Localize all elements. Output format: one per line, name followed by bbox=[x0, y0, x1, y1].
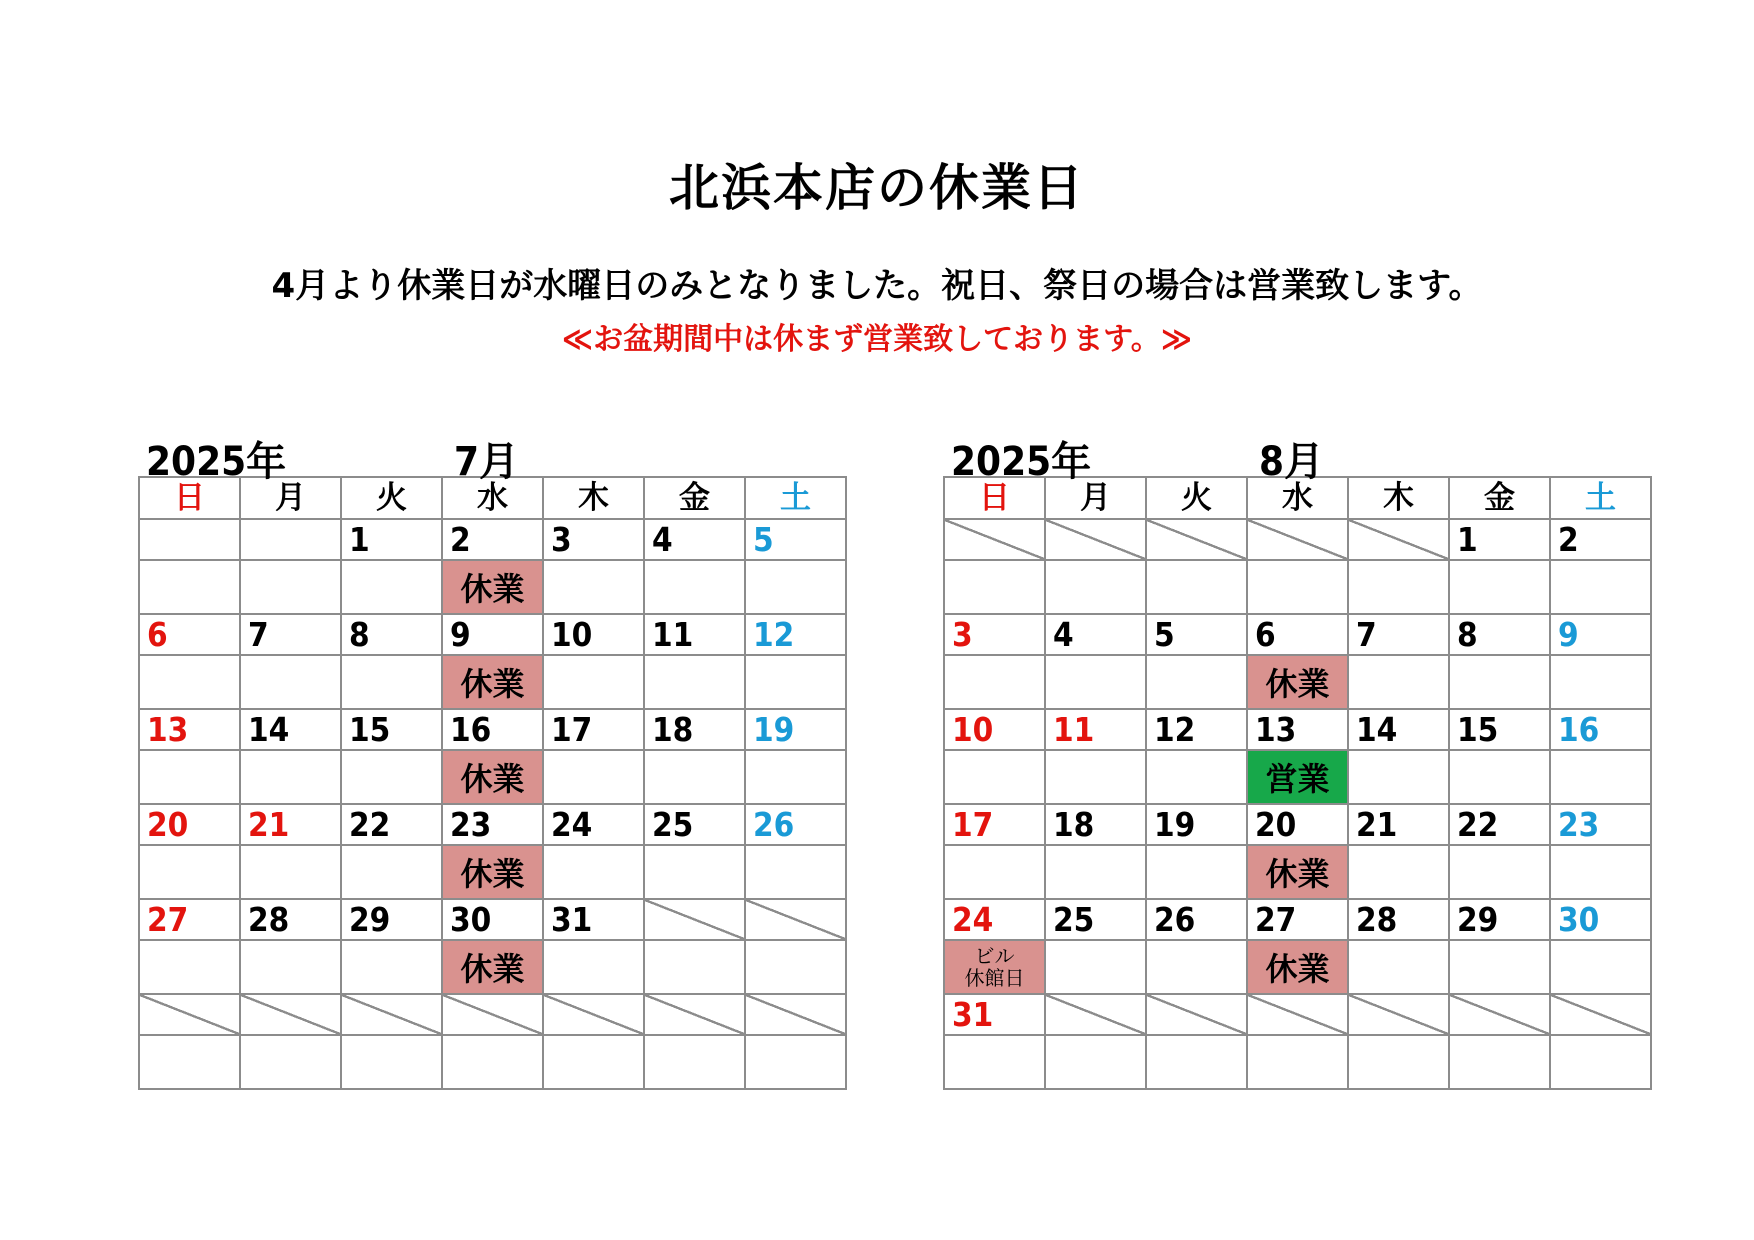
note-cell bbox=[1449, 750, 1550, 804]
date-row bbox=[139, 614, 846, 655]
empty-date-cell bbox=[543, 994, 644, 1035]
date-cell: 9 bbox=[1550, 614, 1651, 655]
date-cell: 30 bbox=[1550, 899, 1651, 940]
date-cell: 20 bbox=[1247, 804, 1348, 845]
date-cell: 31 bbox=[543, 899, 644, 940]
date-row bbox=[139, 519, 846, 560]
weekday-tue: 火 bbox=[341, 477, 442, 519]
note-cell bbox=[1348, 655, 1449, 709]
note-cell bbox=[745, 940, 846, 994]
date-cell: 3 bbox=[944, 614, 1045, 655]
note-cell bbox=[1449, 560, 1550, 614]
date-cell: 3 bbox=[543, 519, 644, 560]
note-cell bbox=[139, 655, 240, 709]
date-cell: 17 bbox=[543, 709, 644, 750]
date-cell: 13 bbox=[1247, 709, 1348, 750]
date-cell: 22 bbox=[341, 804, 442, 845]
note-cell bbox=[944, 1035, 1045, 1089]
note-cell bbox=[442, 940, 543, 994]
open-badge: 営業 bbox=[1248, 751, 1347, 803]
note-cell bbox=[1550, 655, 1651, 709]
empty-date-cell bbox=[1348, 519, 1449, 560]
empty-date-cell bbox=[1045, 994, 1146, 1035]
empty-date-cell bbox=[1247, 519, 1348, 560]
date-cell: 29 bbox=[1449, 899, 1550, 940]
note-cell bbox=[644, 560, 745, 614]
note-row bbox=[944, 655, 1651, 709]
note-cell bbox=[543, 1035, 644, 1089]
note-cell bbox=[240, 1035, 341, 1089]
date-row bbox=[139, 804, 846, 845]
note-cell bbox=[341, 940, 442, 994]
note-cell bbox=[1247, 1035, 1348, 1089]
date-cell: 12 bbox=[1146, 709, 1247, 750]
date-row bbox=[944, 994, 1651, 1035]
empty-date-cell bbox=[1146, 519, 1247, 560]
date-row bbox=[944, 899, 1651, 940]
calendar-grid bbox=[943, 476, 1652, 1090]
date-cell: 10 bbox=[944, 709, 1045, 750]
empty-date-cell bbox=[745, 994, 846, 1035]
note-cell bbox=[745, 655, 846, 709]
note-cell bbox=[944, 750, 1045, 804]
empty-date-cell bbox=[644, 899, 745, 940]
date-cell: 8 bbox=[1449, 614, 1550, 655]
note-row bbox=[944, 750, 1651, 804]
date-cell: 22 bbox=[1449, 804, 1550, 845]
date-cell: 2 bbox=[442, 519, 543, 560]
note-cell bbox=[944, 940, 1045, 994]
date-row bbox=[944, 519, 1651, 560]
date-row bbox=[139, 994, 846, 1035]
date-cell: 25 bbox=[644, 804, 745, 845]
note-cell bbox=[139, 940, 240, 994]
date-cell: 26 bbox=[1146, 899, 1247, 940]
date-cell: 27 bbox=[1247, 899, 1348, 940]
note-cell bbox=[139, 750, 240, 804]
date-cell: 16 bbox=[442, 709, 543, 750]
date-cell: 31 bbox=[944, 994, 1045, 1035]
note-row bbox=[944, 845, 1651, 899]
closed-badge: 休業 bbox=[1248, 846, 1347, 898]
weekday-thu: 木 bbox=[1348, 477, 1449, 519]
date-cell: 20 bbox=[139, 804, 240, 845]
note-cell bbox=[1045, 1035, 1146, 1089]
building-closed-line2: 休館日 bbox=[964, 966, 1025, 990]
closed-badge: 休業 bbox=[1248, 656, 1347, 708]
weekday-mon: 月 bbox=[1045, 477, 1146, 519]
weekday-tue: 火 bbox=[1146, 477, 1247, 519]
note-cell bbox=[139, 1035, 240, 1089]
closed-badge: 休業 bbox=[443, 561, 542, 613]
calendar-grid bbox=[138, 476, 847, 1090]
weekday-wed: 水 bbox=[442, 477, 543, 519]
date-cell: 15 bbox=[1449, 709, 1550, 750]
note-cell bbox=[442, 845, 543, 899]
note-cell bbox=[1146, 560, 1247, 614]
note-cell bbox=[1449, 1035, 1550, 1089]
date-row bbox=[944, 709, 1651, 750]
calendar-year: 2025年 bbox=[146, 439, 287, 485]
date-cell: 21 bbox=[1348, 804, 1449, 845]
date-cell: 4 bbox=[644, 519, 745, 560]
empty-date-cell bbox=[1550, 994, 1651, 1035]
note-row bbox=[139, 845, 846, 899]
date-cell: 6 bbox=[1247, 614, 1348, 655]
empty-date-cell bbox=[1348, 994, 1449, 1035]
note-cell bbox=[341, 1035, 442, 1089]
note-cell bbox=[543, 560, 644, 614]
note-cell bbox=[341, 750, 442, 804]
note-cell bbox=[1045, 940, 1146, 994]
note-cell bbox=[1247, 655, 1348, 709]
obon-notice: ≪お盆期間中は休まず営業致しております。≫ bbox=[561, 322, 1193, 357]
note-cell bbox=[1348, 845, 1449, 899]
closed-badge: 休業 bbox=[443, 941, 542, 993]
date-cell: 14 bbox=[240, 709, 341, 750]
note-cell bbox=[644, 655, 745, 709]
date-cell: 23 bbox=[442, 804, 543, 845]
closing-notice: 4月より休業日が水曜日のみとなりました。祝日、祭日の場合は営業致します。 bbox=[271, 266, 1483, 306]
note-cell bbox=[1045, 845, 1146, 899]
empty-date-cell bbox=[442, 994, 543, 1035]
weekday-fri: 金 bbox=[1449, 477, 1550, 519]
note-cell bbox=[745, 560, 846, 614]
note-cell bbox=[139, 845, 240, 899]
note-cell bbox=[1348, 940, 1449, 994]
closed-badge: 休業 bbox=[1248, 941, 1347, 993]
date-cell: 19 bbox=[1146, 804, 1247, 845]
note-cell bbox=[240, 940, 341, 994]
date-cell: 14 bbox=[1348, 709, 1449, 750]
date-cell: 5 bbox=[745, 519, 846, 560]
calendar-year: 2025年 bbox=[951, 439, 1092, 485]
note-row bbox=[139, 750, 846, 804]
date-cell: 9 bbox=[442, 614, 543, 655]
note-cell bbox=[543, 940, 644, 994]
note-cell bbox=[543, 750, 644, 804]
note-cell bbox=[1045, 750, 1146, 804]
date-cell: 30 bbox=[442, 899, 543, 940]
note-cell bbox=[1550, 940, 1651, 994]
empty-date-cell bbox=[644, 994, 745, 1035]
note-cell bbox=[341, 560, 442, 614]
note-cell bbox=[1045, 655, 1146, 709]
note-cell bbox=[745, 845, 846, 899]
note-row bbox=[139, 655, 846, 709]
note-cell bbox=[745, 1035, 846, 1089]
date-cell: 19 bbox=[745, 709, 846, 750]
date-cell: 16 bbox=[1550, 709, 1651, 750]
note-row bbox=[139, 560, 846, 614]
date-row bbox=[139, 899, 846, 940]
date-cell: 11 bbox=[1045, 709, 1146, 750]
weekday-sat: 土 bbox=[745, 477, 846, 519]
note-row bbox=[139, 940, 846, 994]
note-cell bbox=[1348, 750, 1449, 804]
note-cell bbox=[341, 845, 442, 899]
calendar-month: 8月 bbox=[1259, 439, 1325, 485]
date-cell: 13 bbox=[139, 709, 240, 750]
note-cell bbox=[644, 940, 745, 994]
date-cell bbox=[139, 519, 240, 560]
date-cell: 4 bbox=[1045, 614, 1146, 655]
date-cell: 6 bbox=[139, 614, 240, 655]
note-cell bbox=[1146, 845, 1247, 899]
date-cell: 8 bbox=[341, 614, 442, 655]
note-cell bbox=[442, 750, 543, 804]
date-cell: 5 bbox=[1146, 614, 1247, 655]
note-cell bbox=[1045, 560, 1146, 614]
date-cell: 11 bbox=[644, 614, 745, 655]
date-cell: 28 bbox=[1348, 899, 1449, 940]
calendar-july bbox=[138, 428, 833, 1090]
date-cell: 1 bbox=[1449, 519, 1550, 560]
date-cell: 24 bbox=[944, 899, 1045, 940]
note-cell bbox=[1348, 560, 1449, 614]
note-cell bbox=[1348, 1035, 1449, 1089]
weekday-row bbox=[139, 477, 846, 519]
weekday-row bbox=[944, 477, 1651, 519]
note-cell bbox=[745, 750, 846, 804]
date-cell: 1 bbox=[341, 519, 442, 560]
date-cell: 24 bbox=[543, 804, 644, 845]
page-title: 北浜本店の休業日 bbox=[669, 159, 1085, 217]
note-cell bbox=[1247, 940, 1348, 994]
note-cell bbox=[1449, 655, 1550, 709]
weekday-thu: 木 bbox=[543, 477, 644, 519]
empty-date-cell bbox=[1146, 994, 1247, 1035]
note-cell bbox=[1550, 1035, 1651, 1089]
empty-date-cell bbox=[1247, 994, 1348, 1035]
date-row bbox=[944, 804, 1651, 845]
date-row bbox=[944, 614, 1651, 655]
empty-date-cell bbox=[1449, 994, 1550, 1035]
note-cell bbox=[442, 1035, 543, 1089]
weekday-sat: 土 bbox=[1550, 477, 1651, 519]
date-cell bbox=[240, 519, 341, 560]
date-cell: 21 bbox=[240, 804, 341, 845]
weekday-mon: 月 bbox=[240, 477, 341, 519]
date-cell: 17 bbox=[944, 804, 1045, 845]
weekday-fri: 金 bbox=[644, 477, 745, 519]
date-cell: 26 bbox=[745, 804, 846, 845]
note-cell bbox=[944, 655, 1045, 709]
empty-date-cell bbox=[944, 519, 1045, 560]
note-cell bbox=[442, 560, 543, 614]
closed-badge: 休業 bbox=[443, 751, 542, 803]
note-cell bbox=[240, 845, 341, 899]
empty-date-cell bbox=[1045, 519, 1146, 560]
calendar-month: 7月 bbox=[454, 439, 520, 485]
note-cell bbox=[543, 845, 644, 899]
note-cell bbox=[1247, 845, 1348, 899]
date-cell: 18 bbox=[1045, 804, 1146, 845]
empty-date-cell bbox=[745, 899, 846, 940]
note-cell bbox=[1550, 750, 1651, 804]
note-row bbox=[139, 1035, 846, 1089]
note-cell bbox=[1550, 560, 1651, 614]
note-cell bbox=[1146, 1035, 1247, 1089]
closed-badge: 休業 bbox=[443, 846, 542, 898]
empty-date-cell bbox=[139, 994, 240, 1035]
date-cell: 12 bbox=[745, 614, 846, 655]
closed-badge: 休業 bbox=[443, 656, 542, 708]
note-cell bbox=[1146, 750, 1247, 804]
building-closed-badge bbox=[945, 941, 1044, 993]
note-cell bbox=[644, 1035, 745, 1089]
date-cell: 18 bbox=[644, 709, 745, 750]
weekday-sun: 日 bbox=[139, 477, 240, 519]
calendar-august bbox=[943, 428, 1638, 1090]
date-cell: 10 bbox=[543, 614, 644, 655]
note-cell bbox=[1449, 940, 1550, 994]
note-cell bbox=[1550, 845, 1651, 899]
note-cell bbox=[341, 655, 442, 709]
note-cell bbox=[240, 750, 341, 804]
note-cell bbox=[1146, 655, 1247, 709]
date-cell: 7 bbox=[1348, 614, 1449, 655]
weekday-wed: 水 bbox=[1247, 477, 1348, 519]
date-cell: 2 bbox=[1550, 519, 1651, 560]
date-cell: 29 bbox=[341, 899, 442, 940]
note-cell bbox=[644, 750, 745, 804]
note-cell bbox=[944, 560, 1045, 614]
note-cell bbox=[240, 560, 341, 614]
calendar-header bbox=[138, 428, 833, 485]
note-cell bbox=[944, 845, 1045, 899]
empty-date-cell bbox=[240, 994, 341, 1035]
date-cell: 23 bbox=[1550, 804, 1651, 845]
date-cell: 15 bbox=[341, 709, 442, 750]
note-row bbox=[944, 940, 1651, 994]
note-row bbox=[944, 560, 1651, 614]
date-cell: 7 bbox=[240, 614, 341, 655]
note-cell bbox=[442, 655, 543, 709]
note-row bbox=[944, 1035, 1651, 1089]
note-cell bbox=[1247, 560, 1348, 614]
note-cell bbox=[1247, 750, 1348, 804]
date-cell: 25 bbox=[1045, 899, 1146, 940]
note-cell bbox=[1146, 940, 1247, 994]
empty-date-cell bbox=[341, 994, 442, 1035]
note-cell bbox=[644, 845, 745, 899]
building-closed-line1: ビル bbox=[974, 944, 1015, 968]
weekday-sun: 日 bbox=[944, 477, 1045, 519]
note-cell bbox=[543, 655, 644, 709]
note-cell bbox=[240, 655, 341, 709]
calendar-header bbox=[943, 428, 1638, 485]
note-cell bbox=[139, 560, 240, 614]
date-cell: 27 bbox=[139, 899, 240, 940]
date-row bbox=[139, 709, 846, 750]
date-cell: 28 bbox=[240, 899, 341, 940]
note-cell bbox=[1449, 845, 1550, 899]
